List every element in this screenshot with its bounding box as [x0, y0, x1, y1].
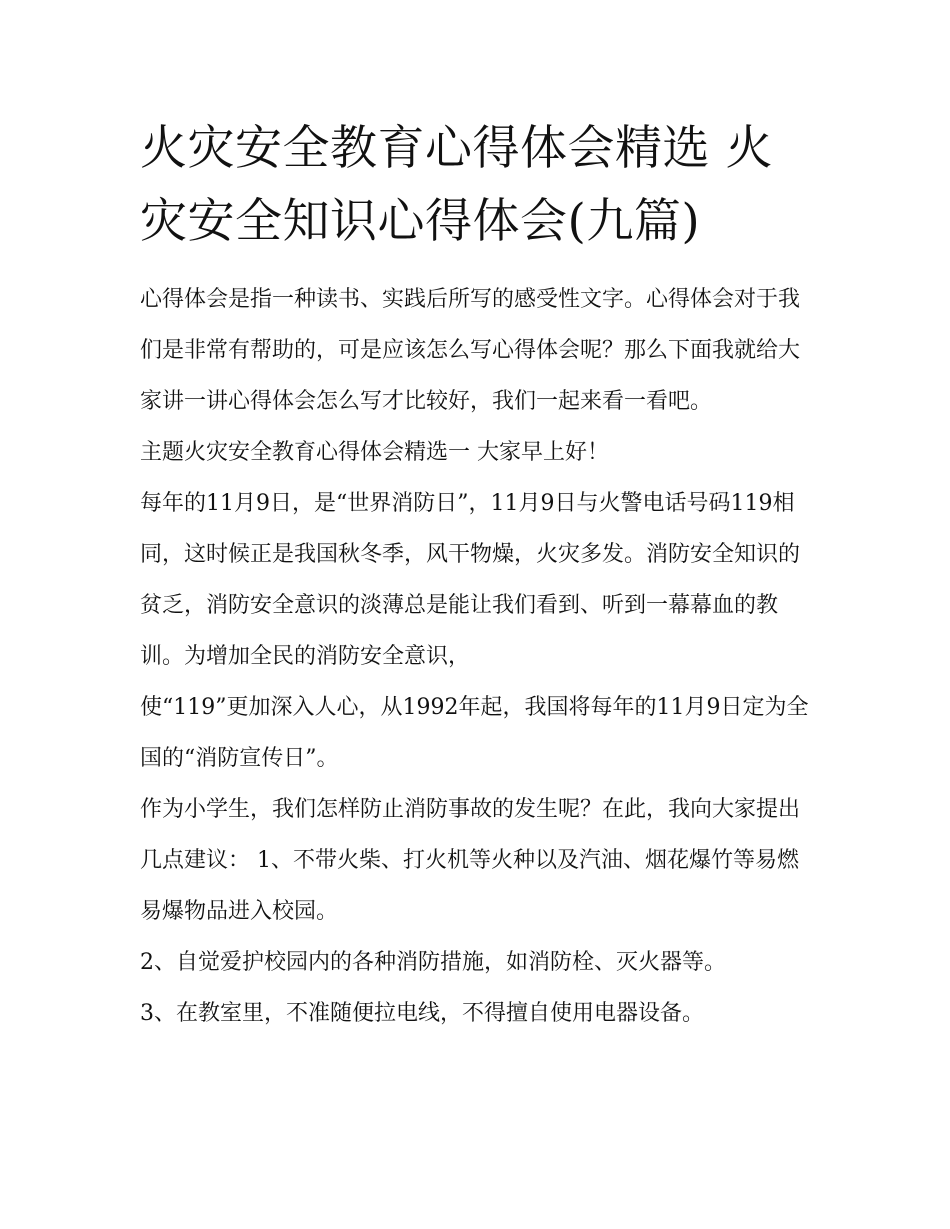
document-body — [140, 112, 816, 1039]
paragraph-suggestion-3: 3、在教室里，不准随便拉电线，不得擅自使用电器设备。 — [140, 1001, 704, 1026]
paragraph-suggestion-2: 2、自觉爱护校园内的各种消防措施，如消防栓、灭火器等。 — [140, 950, 726, 975]
paragraph-propaganda-day: 使“119”更加深入人心，从1992年起，我国将每年的11月9日定为全国的“消防宣传日”。 — [140, 695, 809, 771]
document-title: 火灾安全教育心得体会精选 火灾安全知识心得体会(九篇) — [140, 121, 773, 249]
paragraph-section-heading: 主题火灾安全教育心得体会精选一 大家早上好！ — [140, 440, 609, 465]
paragraph-suggestions: 作为小学生，我们怎样防止消防事故的发生呢？在此，我向大家提出几点建议： 1、不带火柴、打火机等火种以及汽油、烟花爆竹等易燃易爆物品进入校园。 — [140, 797, 801, 924]
paragraph-fire-day: 每年的11月9日，是“世界消防日”，11月9日与火警电话号码119相同，这时候正是我国秋冬季，风干物燥，火灾多发。消防安全知识的贫乏，消防安全意识的淡薄总是能让我们看到、听到一幕幕血的教训。为增加全民的消防安全意识， — [140, 491, 801, 669]
paragraph-intro: 心得体会是指一种读书、实践后所写的感受性文字。心得体会对于我们是非常有帮助的，可是应该怎么写心得体会呢？那么下面我就给大家讲一讲心得体会怎么写才比较好，我们一起来看一看吧。 — [140, 287, 801, 414]
